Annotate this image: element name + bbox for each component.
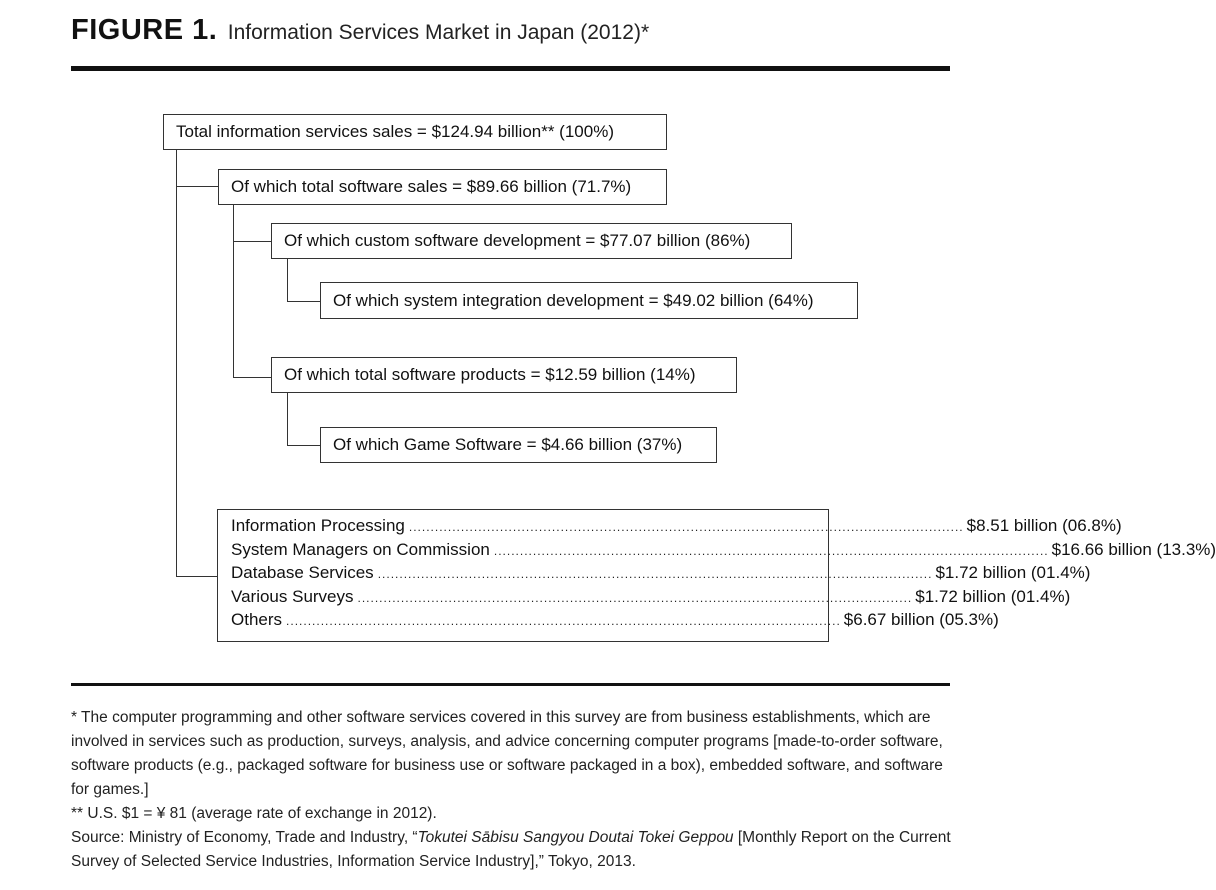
custom-dev-text: Of which custom software development = $77.07 billion (86%) bbox=[284, 231, 751, 250]
figure-caption: Information Services Market in Japan (2012)* bbox=[227, 21, 650, 44]
custom-dev-box bbox=[271, 223, 792, 259]
software-sales-box bbox=[218, 169, 667, 205]
dot-leader: ................................................................................................................................ bbox=[377, 567, 933, 582]
figure-label: FIGURE 1. bbox=[71, 14, 218, 46]
connector-to-software-products bbox=[233, 377, 271, 378]
list-item bbox=[231, 563, 1091, 587]
connector-products-branch bbox=[287, 392, 288, 446]
connector-trunk bbox=[176, 149, 177, 577]
source-suffix: [Monthly Report on the Current Survey of Selected Service Industries, Information Service Industry],” Tokyo, 2013. bbox=[71, 829, 951, 870]
connector-to-game-software bbox=[287, 445, 320, 446]
software-products-box bbox=[271, 357, 737, 393]
service-label: System Managers on Commission bbox=[231, 539, 490, 559]
service-label: Information Processing bbox=[231, 516, 405, 535]
footnote-scope: * The computer programming and other software services covered in this survey are from business establishments, which are involved in services such as production, surveys, analysis, and advice concerning computer programs [made-to-order software, software products (e.g., packaged software for business use or software packaged in a box), embedded software, and software for games.] bbox=[71, 709, 943, 798]
connector-to-custom-dev bbox=[233, 241, 271, 242]
game-software-text: Of which Game Software = $4.66 billion (37%) bbox=[333, 435, 683, 454]
dot-leader: ................................................................................................................................ bbox=[286, 614, 841, 629]
software-products-text: Of which total software products = $12.59 billion (14%) bbox=[284, 365, 696, 384]
dot-leader: ................................................................................................................................ bbox=[408, 520, 964, 534]
footnote-exchange-rate: ** U.S. $1 = ¥ 81 (average rate of exchange in 2012). bbox=[71, 805, 437, 822]
dot-leader: ................................................................................................................................ bbox=[493, 543, 1049, 558]
total-sales-box bbox=[163, 114, 667, 150]
figure-notes bbox=[71, 706, 953, 874]
software-sales-text: Of which total software sales = $89.66 billion (71.7%) bbox=[231, 177, 632, 196]
connector-to-system-integration bbox=[287, 301, 320, 302]
list-item bbox=[231, 586, 1071, 611]
service-label: Database Services bbox=[231, 563, 374, 583]
system-integration-box bbox=[320, 282, 858, 319]
other-services-box bbox=[217, 509, 1216, 642]
list-item bbox=[231, 539, 1216, 564]
service-value: $6.67 billion (05.3%) bbox=[843, 610, 999, 630]
service-label: Various Surveys bbox=[231, 586, 354, 606]
service-value: $1.72 billion (01.4%) bbox=[915, 586, 1071, 606]
service-value: $8.51 billion (06.8%) bbox=[966, 516, 1122, 535]
source-note bbox=[71, 826, 953, 874]
bottom-rule bbox=[71, 683, 950, 686]
list-item bbox=[231, 516, 1122, 540]
service-label: Others bbox=[231, 610, 283, 630]
service-value: $1.72 billion (01.4%) bbox=[935, 563, 1091, 583]
service-value: $16.66 billion (13.3%) bbox=[1051, 539, 1216, 559]
dot-leader: ................................................................................................................................ bbox=[357, 590, 913, 605]
connector-software-branch bbox=[233, 204, 234, 378]
connector-to-software-sales bbox=[176, 186, 218, 187]
connector-custom-branch bbox=[287, 258, 288, 302]
top-rule bbox=[71, 66, 950, 71]
connector-to-other-services bbox=[176, 576, 217, 577]
system-integration-text: Of which system integration development = $49.02 billion (64%) bbox=[333, 290, 814, 310]
total-sales-text: Total information services sales = $124.94 billion** (100%) bbox=[176, 122, 614, 141]
source-title: Tokutei Sābisu Sangyou Doutai Tokei Geppou bbox=[417, 829, 734, 846]
list-item bbox=[231, 610, 999, 634]
figure-title bbox=[71, 14, 649, 47]
game-software-box bbox=[320, 427, 717, 463]
source-prefix: Source: Ministry of Economy, Trade and Industry, “ bbox=[71, 829, 418, 846]
